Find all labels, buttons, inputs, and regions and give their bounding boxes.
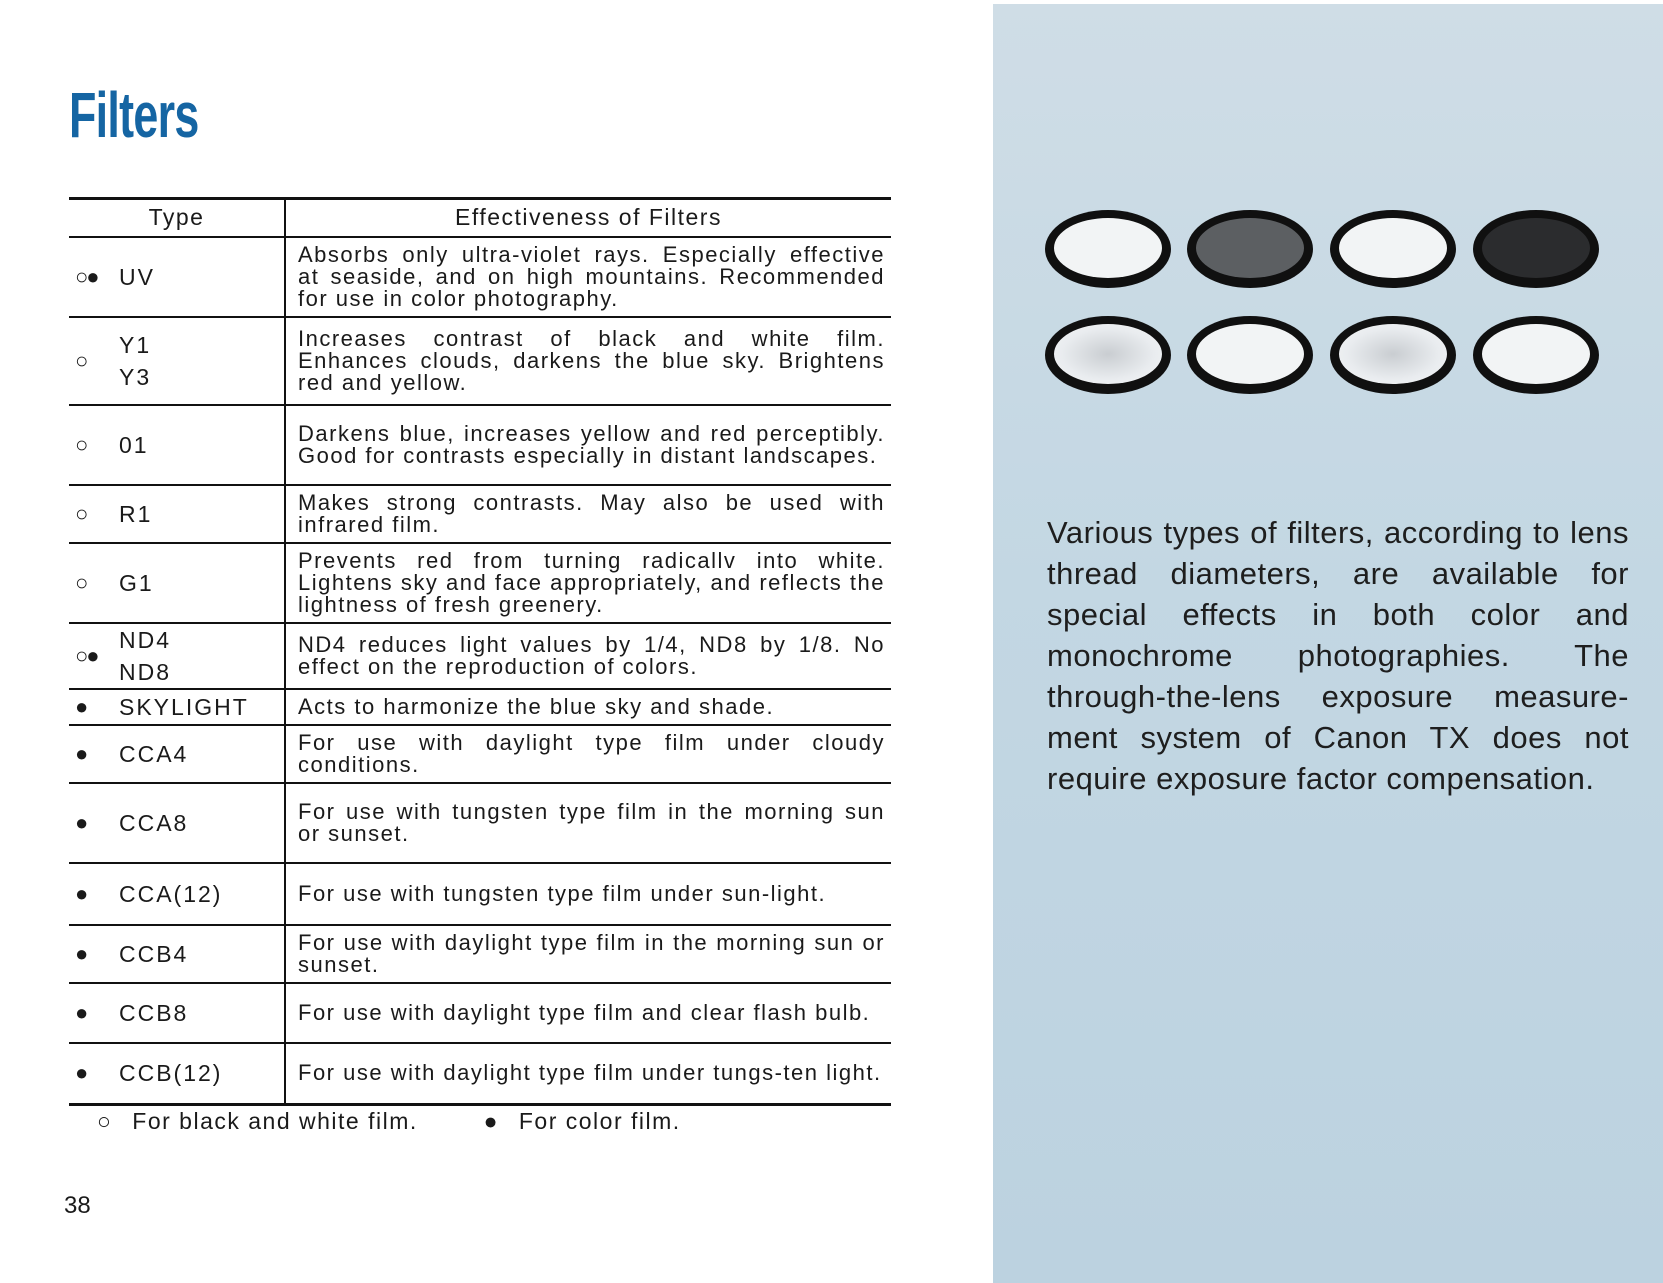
film-suitability-marks: ● <box>75 693 87 719</box>
filter-names <box>119 1057 222 1089</box>
filter-names <box>119 691 249 723</box>
filter-description: Prevents red from turning radicallv into white. Lightens sky and face appropriately, and reflects the lightness of fresh greenery. <box>298 547 885 617</box>
filter-names <box>119 567 154 599</box>
filter-name: G1 <box>119 569 154 596</box>
filter-type-cell <box>69 863 285 925</box>
filter-names <box>119 261 155 293</box>
table-row <box>69 237 891 317</box>
table-row <box>69 783 891 863</box>
filter-names <box>119 329 151 393</box>
table-row <box>69 405 891 485</box>
filter-type-cell <box>69 1043 285 1105</box>
filter-name: ND4 <box>119 626 172 653</box>
film-suitability-marks: ● <box>75 1060 87 1086</box>
filter-lens-image <box>1045 316 1171 398</box>
filter-description: For use with daylight type film under tungs-ten light. <box>298 1060 882 1086</box>
filter-name: UV <box>119 263 155 290</box>
filter-name: CCA(12) <box>119 880 223 907</box>
filter-type-cell <box>69 237 285 317</box>
filter-name: 01 <box>119 431 149 458</box>
table-row <box>69 689 891 725</box>
film-suitability-marks: ● <box>75 809 87 835</box>
filter-names <box>119 997 188 1029</box>
bw-film-symbol: ○ <box>97 1108 113 1134</box>
filter-description: Darkens blue, increases yellow and red perceptibly. Good for contrasts especially in distant landscapes. <box>298 420 885 468</box>
filter-name: Y1 <box>119 331 152 358</box>
filter-name: CCA4 <box>119 740 189 767</box>
film-suitability-marks: ○ <box>75 569 87 595</box>
film-suitability-marks: ● <box>75 740 87 766</box>
filters-caption: Various types of filters, according to lens thread diameters, are available for special effects in both color and monochrome photographies. The through-the-lens exposure measure-ment system of Canon TX does not require exposure factor compensation. <box>1047 515 1629 796</box>
filter-type-cell <box>69 317 285 405</box>
table-row <box>69 863 891 925</box>
filter-lens-image <box>1330 316 1456 398</box>
filter-lens-image <box>1473 210 1599 292</box>
color-film-symbol: ● <box>483 1108 499 1134</box>
filter-name: R1 <box>119 500 153 527</box>
table-row <box>69 543 891 623</box>
filter-description: For use with daylight type film and clear flash bulb. <box>298 999 871 1025</box>
filter-type-cell <box>69 783 285 863</box>
effectiveness-column-header: Effectiveness of Filters <box>455 204 722 231</box>
filter-description: Increases contrast of black and white film. Enhances clouds, darkens the blue sky. Brightens red and yellow. <box>298 325 885 395</box>
table-row <box>69 485 891 543</box>
filter-type-cell <box>69 485 285 543</box>
table-row <box>69 317 891 405</box>
film-suitability-marks: ○ <box>75 347 87 373</box>
filter-type-cell <box>69 925 285 983</box>
filter-description: For use with tungsten type film in the morning sun or sunset. <box>298 798 885 846</box>
film-suitability-marks: ● <box>75 999 87 1025</box>
page-title: Filters <box>69 79 199 151</box>
filters-table-body <box>69 237 891 1105</box>
filter-lens-image <box>1187 316 1313 398</box>
film-suitability-marks: ○ <box>75 500 87 526</box>
filters-table <box>69 197 891 1106</box>
page-number: 38 <box>64 1192 91 1219</box>
filter-description: For use with daylight type film under cloudy conditions. <box>298 729 885 777</box>
filter-names <box>119 624 171 688</box>
table-row <box>69 1043 891 1105</box>
table-row <box>69 725 891 783</box>
table-row <box>69 983 891 1043</box>
filters-photo <box>1045 210 1635 420</box>
filter-description: Absorbs only ultra-violet rays. Especially effective at seaside, and on high mountains. Recommended for use in color photography. <box>298 241 885 311</box>
film-legend <box>97 1108 693 1135</box>
filter-lens-image <box>1473 316 1599 398</box>
film-suitability-marks: ● <box>75 880 87 906</box>
filter-type-cell <box>69 543 285 623</box>
filter-names <box>119 878 222 910</box>
filter-description: For use with daylight type film in the morning sun or sunset. <box>298 929 885 977</box>
filter-description: Acts to harmonize the blue sky and shade. <box>298 693 775 719</box>
table-row <box>69 623 891 689</box>
filter-lens-image <box>1330 210 1456 292</box>
filter-description: For use with tungsten type film under sun-light. <box>298 880 827 906</box>
bw-film-label: For black and white film. <box>132 1108 418 1134</box>
film-suitability-marks: ○● <box>75 263 98 289</box>
filter-names <box>119 498 152 530</box>
filter-type-cell <box>69 983 285 1043</box>
filter-names <box>119 738 188 770</box>
filter-lens-image <box>1045 210 1171 292</box>
filter-description: ND4 reduces light values by 1/4, ND8 by 1/8. No effect on the reproduction of colors. <box>298 631 885 679</box>
filter-lens-image <box>1187 210 1313 292</box>
type-column-header: Type <box>69 199 285 237</box>
filter-names <box>119 938 188 970</box>
film-suitability-marks: ● <box>75 940 87 966</box>
filter-name: CCB4 <box>119 940 189 967</box>
filter-names <box>119 429 149 461</box>
film-suitability-marks: ○ <box>75 431 87 457</box>
filter-name: CCB(12) <box>119 1060 223 1087</box>
filter-name: CCA8 <box>119 809 189 836</box>
table-row <box>69 925 891 983</box>
filter-type-cell <box>69 405 285 485</box>
filter-name: CCB8 <box>119 999 189 1026</box>
filter-type-cell <box>69 725 285 783</box>
filter-type-cell <box>69 623 285 689</box>
filter-description: Makes strong contrasts. May also be used with infrared film. <box>298 489 885 537</box>
color-film-label: For color film. <box>518 1108 681 1134</box>
filter-name: SKYLIGHT <box>119 693 249 720</box>
filter-type-cell <box>69 689 285 725</box>
film-suitability-marks: ○● <box>75 642 98 668</box>
table-header-row <box>69 199 891 237</box>
filter-names <box>119 807 188 839</box>
filter-name: Y3 <box>119 363 152 390</box>
filter-name: ND8 <box>119 658 172 685</box>
